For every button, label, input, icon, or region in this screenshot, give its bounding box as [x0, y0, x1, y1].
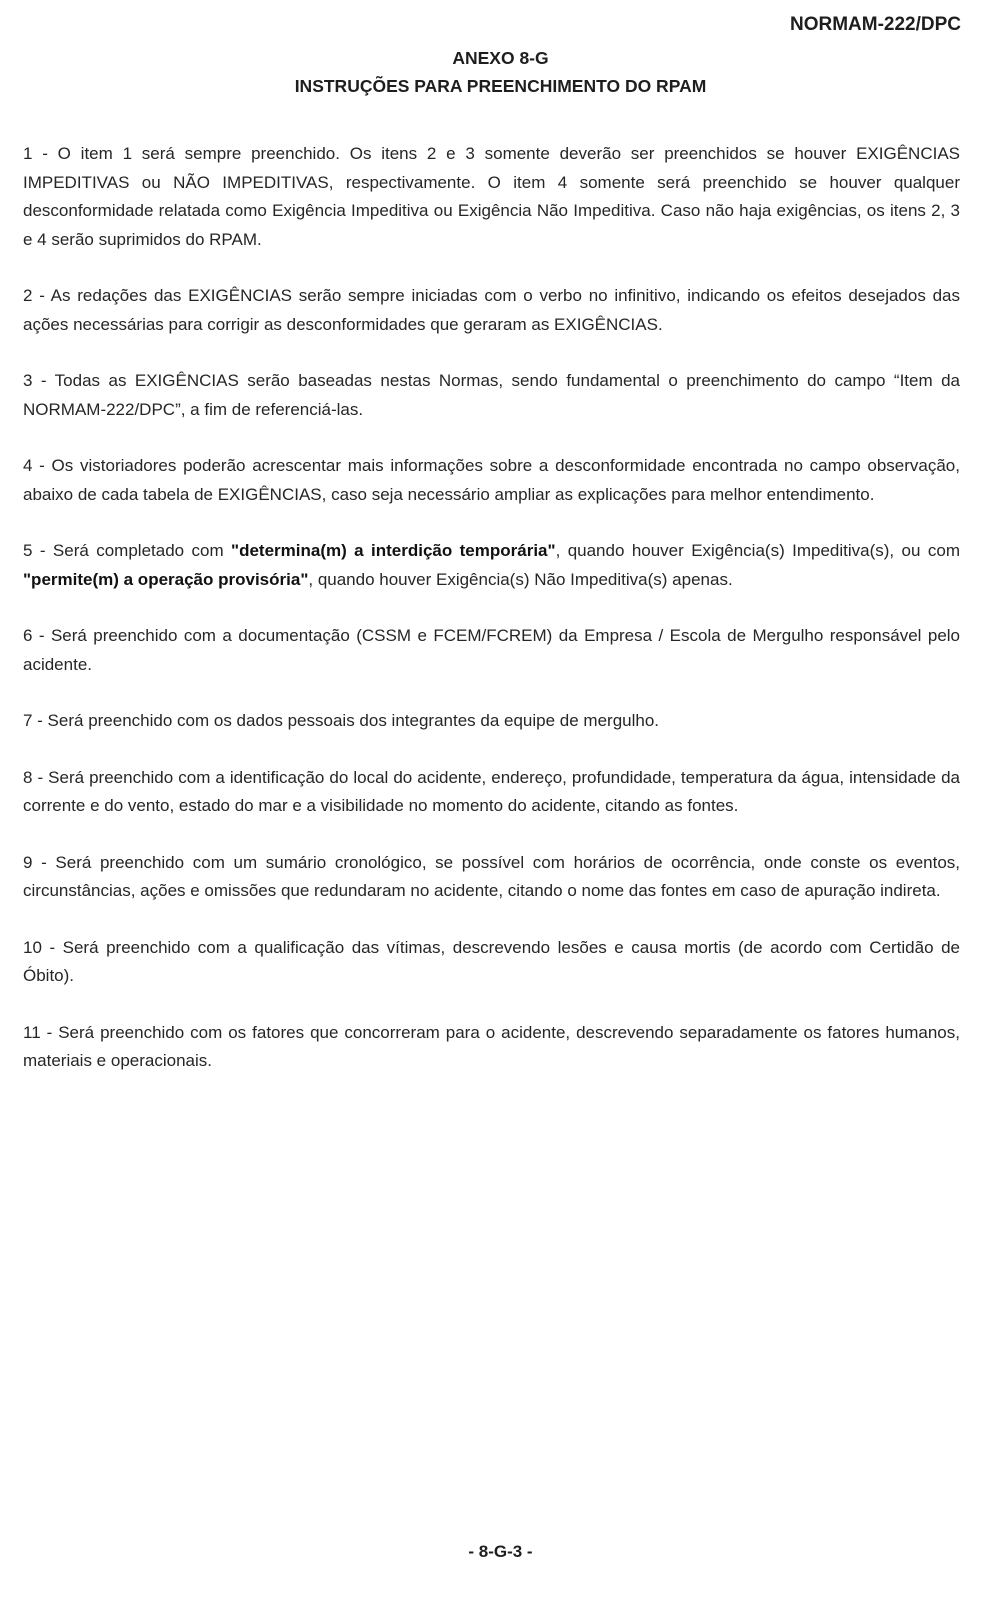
instruction-paragraph-1: 1 - O item 1 será sempre preenchido. Os itens 2 e 3 somente deverão ser preenchidos se houver EXIGÊNCIAS IMPEDITIVAS ou NÃO IMPEDITIVAS, respectivamente. O item 4 somente será preenchido se houver qualquer desconformidade relatada como Exigência Impeditiva ou Exigência Não Impeditiva. Caso não haja exigências, os itens 2, 3 e 4 serão suprimidos do RPAM.	[23, 144, 960, 249]
instruction-paragraph-7: 7 - Será preenchido com os dados pessoais dos integrantes da equipe de mergulho.	[23, 711, 660, 730]
page-title: INSTRUÇÕES PARA PREENCHIMENTO DO RPAM	[294, 76, 707, 96]
document-code: NORMAM-222/DPC	[789, 14, 961, 35]
paragraph-5-bold-a: "determina(m) a interdição temporária"	[231, 541, 556, 560]
instruction-paragraph-8: 8 - Será preenchido com a identificação do local do acidente, endereço, profundidade, temperatura da água, intensidade da corrente e do vento, estado do mar e a visibilidade no momento do acidente, citando as fontes.	[23, 767, 960, 815]
paragraph-5-text-b: , quando houver Exigência(s) Impeditiva(s), ou com	[555, 541, 960, 560]
annex-title: ANEXO 8-G	[452, 48, 549, 68]
paragraph-5-text-a: 5 - Será completado com	[23, 541, 232, 560]
instruction-paragraph-5	[23, 537, 960, 594]
paragraph-5-bold-b: "permite(m) a operação provisória"	[23, 569, 309, 589]
paragraph-5-text-c: , quando houver Exigência(s) Não Impeditiva(s) apenas.	[308, 569, 733, 589]
instructions-body	[23, 140, 960, 1104]
title-block	[0, 44, 1001, 100]
instruction-paragraph-3: 3 - Todas as EXIGÊNCIAS serão baseadas nestas Normas, sendo fundamental o preenchimento do campo “Item da NORMAM-222/DPC”, a fim de referenciá-las.	[23, 371, 960, 419]
instruction-paragraph-9: 9 - Será preenchido com um sumário cronológico, se possível com horários de ocorrência, onde conste os eventos, circunstâncias, ações e omissões que redundaram no acidente, citando o nome das fontes em caso de apuração indireta.	[23, 852, 960, 900]
instruction-paragraph-10: 10 - Será preenchido com a qualificação das vítimas, descrevendo lesões e causa mortis (de acordo com Certidão de Óbito).	[23, 937, 960, 985]
instruction-paragraph-2: 2 - As redações das EXIGÊNCIAS serão sempre iniciadas com o verbo no infinitivo, indicando os efeitos desejados das ações necessárias para corrigir as desconformidades que geraram as EXIGÊNCIAS.	[23, 286, 960, 334]
instruction-paragraph-6: 6 - Será preenchido com a documentação (CSSM e FCEM/FCREM) da Empresa / Escola de Mergulho responsável pelo acidente.	[23, 626, 960, 674]
page-number: - 8-G-3 -	[468, 1542, 533, 1561]
instruction-paragraph-11: 11 - Será preenchido com os fatores que concorreram para o acidente, descrevendo separadamente os fatores humanos, materiais e operacionais.	[23, 1022, 960, 1070]
instruction-paragraph-4: 4 - Os vistoriadores poderão acrescentar mais informações sobre a desconformidade encontrada no campo observação, abaixo de cada tabela de EXIGÊNCIAS, caso seja necessário ampliar as explicações para melhor entendimento.	[23, 456, 960, 504]
